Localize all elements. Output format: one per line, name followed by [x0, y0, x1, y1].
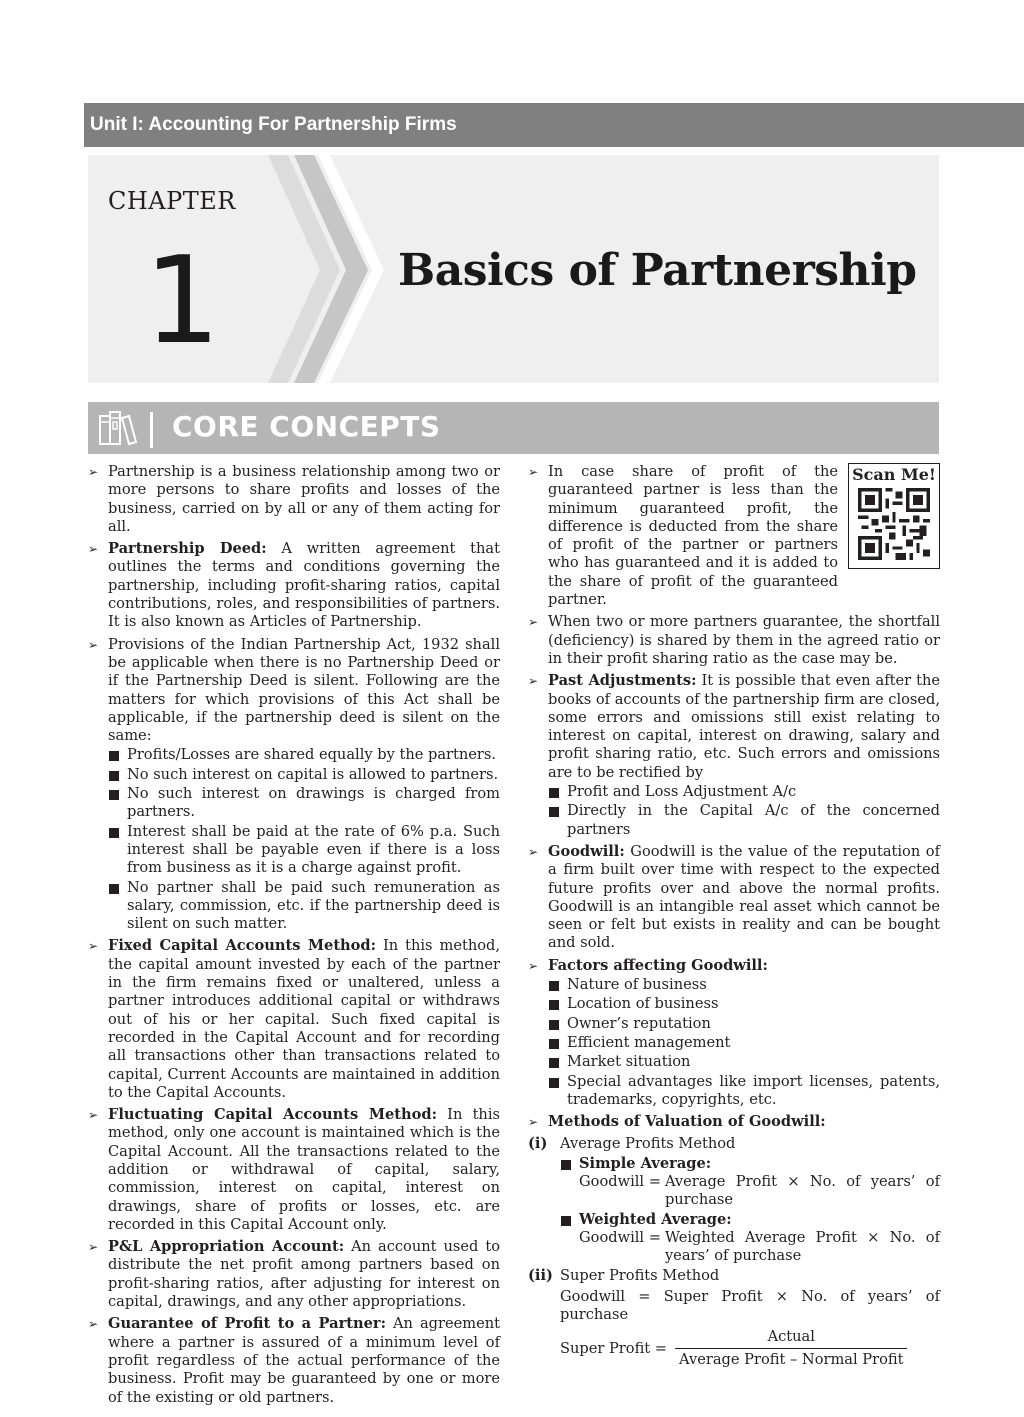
header-divider — [150, 412, 153, 448]
sub-item — [548, 1073, 940, 1110]
fraction — [675, 1328, 907, 1369]
sub-item-text: No partner shall be paid such remuneration as salary, commission, etc. if the partnership deed is silent on such matter. — [127, 878, 500, 933]
sub-item — [548, 995, 940, 1013]
arrow-bullet-icon: ➢ — [528, 844, 539, 859]
formula-lhs: Goodwill = — [579, 1228, 661, 1246]
square-bullet-icon — [561, 1216, 571, 1226]
arrow-bullet-icon: ➢ — [88, 465, 99, 479]
sub-item-text: Nature of business — [567, 976, 707, 994]
formula-rhs: Weighted Average Profit × No. of years’ of purchase — [664, 1228, 940, 1265]
sub-item-text: No such interest on capital is allowed to partners. — [127, 765, 499, 783]
item-term: Fixed Capital Accounts Method: — [108, 937, 376, 955]
sub-item — [108, 746, 500, 764]
item-term: P&L Appropriation Account: — [108, 1238, 345, 1256]
sub-item — [548, 1015, 940, 1033]
list-item — [88, 1238, 500, 1311]
sub-item-text: Market situation — [567, 1053, 691, 1071]
list-item — [88, 1106, 500, 1234]
arrow-bullet-icon: ➢ — [88, 1108, 99, 1123]
chevron-decoration-icon — [238, 155, 388, 383]
fraction-numerator: Actual — [767, 1328, 815, 1346]
section-title: CORE CONCEPTS — [172, 410, 441, 443]
square-bullet-icon — [549, 981, 559, 991]
super-profit-formula — [560, 1328, 940, 1369]
unit-header: Unit I: Accounting For Partnership Firms — [84, 103, 1024, 147]
sub-item — [560, 1211, 940, 1266]
square-bullet-icon — [109, 771, 119, 781]
item-text: When two or more partners guarantee, the shortfall (deficiency) is shared by them in the agreed ratio or in their profit sharing ratio as the case may be. — [548, 613, 940, 667]
formula-lhs: Goodwill = — [579, 1172, 661, 1190]
item-term: Goodwill: — [548, 842, 625, 860]
formula-rhs: Average Profit × No. of years’ of purchase — [664, 1172, 940, 1209]
list-item — [88, 463, 500, 536]
sub-item — [548, 802, 940, 839]
item-term: Fluctuating Capital Accounts Method: — [108, 1106, 437, 1124]
sub-item-text: No such interest on drawings is charged from partners. — [127, 785, 500, 821]
square-bullet-icon — [549, 788, 559, 798]
sub-item — [548, 783, 940, 801]
right-column — [528, 463, 940, 1369]
sub-item-text: Location of business — [567, 995, 719, 1013]
sub-item — [548, 1053, 940, 1071]
square-bullet-icon — [549, 807, 559, 817]
sub-item-term: Weighted Average: — [579, 1210, 732, 1228]
books-icon — [98, 410, 140, 446]
item-term: Factors affecting Goodwill: — [548, 956, 768, 974]
list-item — [88, 937, 500, 1102]
item-text: A written agreement that outlines the terms and conditions governing the partnership, including profit-sharing ratios, capital contributions, roles, and responsibilities of partners. It is also known as Articles of Partnership. — [108, 540, 500, 631]
list-item — [88, 636, 500, 934]
method-title: Super Profits Method — [560, 1267, 720, 1285]
roman-numeral: (i) — [528, 1135, 548, 1153]
arrow-bullet-icon: ➢ — [528, 674, 539, 689]
list-item — [528, 463, 940, 609]
left-column — [88, 463, 500, 1411]
fraction-denominator: Average Profit – Normal Profit — [675, 1348, 907, 1369]
chapter-banner — [88, 155, 939, 383]
chapter-label: CHAPTER — [108, 187, 236, 215]
list-item — [528, 1113, 940, 1131]
scan-me-qr-box[interactable] — [848, 463, 940, 569]
square-bullet-icon — [109, 790, 119, 800]
method-average-profits — [528, 1135, 940, 1265]
item-text: It is possible that even after the books of accounts of the partnership firm are closed, some errors and omissions still exist relating to interest on capital, interest on drawing, salary and profit sharing ratio, etc. Such errors and omissions are to be rectified by — [548, 672, 941, 781]
formula — [579, 1229, 940, 1266]
square-bullet-icon — [561, 1160, 571, 1170]
sub-item-text: Owner’s reputation — [567, 1014, 711, 1032]
sub-item — [108, 823, 500, 878]
square-bullet-icon — [549, 1020, 559, 1030]
item-text: Goodwill is the value of the reputation of a firm built over time with respect to the expected future profits over and above the normal profits. Goodwill is an intangible real asset which cannot be seen or felt but exists in reality and can be bought and sold. — [548, 842, 940, 952]
list-item — [528, 957, 940, 1109]
arrow-bullet-icon: ➢ — [88, 939, 99, 954]
list-item — [528, 613, 940, 668]
item-text: An account used to distribute the net profit among partners based on profit-sharing ratios, after adjusting for interest on capital, drawings, and any other appropriations. — [108, 1238, 500, 1311]
item-term: Methods of Valuation of Goodwill: — [548, 1113, 826, 1131]
square-bullet-icon — [109, 884, 119, 894]
list-item — [88, 540, 500, 631]
list-item — [528, 672, 940, 839]
arrow-bullet-icon: ➢ — [528, 1115, 539, 1130]
item-term: Past Adjustments: — [548, 672, 697, 690]
square-bullet-icon — [549, 1000, 559, 1010]
sub-item — [108, 785, 500, 822]
sub-item — [548, 1034, 940, 1052]
item-text: In this method, the capital amount invested by each of the partner in the firm remains fixed or unaltered, unless a partner introduces additional capital or withdraws out of his or her capital. Such fixed capital is recorded in the Capital Account and for recording all transactions other than transactions related to capital, Current Accounts are maintained in addition to the Capital Accounts. — [108, 937, 500, 1101]
arrow-bullet-icon: ➢ — [528, 958, 539, 973]
sub-item — [560, 1155, 940, 1210]
arrow-bullet-icon: ➢ — [528, 615, 539, 630]
method-title: Average Profits Method — [560, 1135, 736, 1153]
sub-item-text: Special advantages like import licenses, patents, trademarks, copyrights, etc. — [567, 1072, 940, 1108]
roman-numeral: (ii) — [528, 1267, 553, 1285]
list-item — [528, 843, 940, 953]
sub-item-text: Interest shall be paid at the rate of 6% p.a. Such interest shall be payable even if there is a loss from business as it is a charge against profit. — [127, 822, 500, 877]
arrow-bullet-icon: ➢ — [88, 637, 99, 652]
sub-item-text: Profit and Loss Adjustment A/c — [567, 783, 797, 801]
square-bullet-icon — [109, 751, 119, 761]
square-bullet-icon — [549, 1058, 559, 1068]
sub-item-term: Simple Average: — [579, 1154, 712, 1172]
sub-item — [108, 879, 500, 934]
arrow-bullet-icon: ➢ — [88, 542, 99, 557]
item-term: Guarantee of Profit to a Partner: — [108, 1315, 386, 1333]
arrow-bullet-icon: ➢ — [88, 1240, 99, 1255]
formula: Goodwill = Super Profit × No. of years’ of purchase — [560, 1287, 940, 1324]
qr-label: Scan Me! — [852, 465, 936, 484]
item-text: In this method, only one account is maintained which is the Capital Account. All the transactions related to the addition or withdrawal of capital, salary, commission, interest on capital, interest on drawings, share of profits or losses, etc. are recorded in this Capital Account only. — [108, 1106, 500, 1233]
square-bullet-icon — [549, 1039, 559, 1049]
square-bullet-icon — [109, 828, 119, 838]
item-text: In case share of profit of the guaranteed partner is less than the minimum guaranteed profit, the difference is deducted from the share of profit of the partner or partners who has guaranteed and it is added to the share of profit of the guaranteed partner. — [548, 463, 838, 609]
item-term: Partnership Deed: — [108, 540, 267, 558]
qr-code-icon[interactable] — [858, 488, 930, 560]
item-text: Partnership is a business relationship among two or more persons to share profits and losses of the business, carried on by all or any of them acting for all. — [108, 463, 500, 535]
chapter-number: 1 — [144, 232, 221, 371]
chapter-title: Basics of Partnership — [398, 245, 917, 296]
square-bullet-icon — [549, 1078, 559, 1088]
item-text: An agreement where a partner is assured of a minimum level of profit regardless of the actual performance of the business. Profit may be guaranteed by one or more of the existing or old partners. — [108, 1315, 500, 1406]
sub-item-text: Efficient management — [567, 1033, 731, 1051]
sub-item — [548, 976, 940, 994]
sub-item-text: Profits/Losses are shared equally by the partners. — [127, 746, 497, 764]
sub-item-text: Directly in the Capital A/c of the concerned partners — [567, 802, 940, 838]
item-text: Provisions of the Indian Partnership Act, 1932 shall be applicable when there is no Partnership Deed or if the Partnership Deed is silent. Following are the matters for which provisions of this Act shall be applicable, if the partnership deed is silent on the same: — [108, 635, 500, 745]
list-item — [88, 1315, 500, 1406]
arrow-bullet-icon: ➢ — [528, 465, 539, 479]
arrow-bullet-icon: ➢ — [88, 1317, 99, 1332]
formula-lhs: Super Profit = — [560, 1339, 668, 1357]
core-concepts-header — [88, 402, 939, 454]
method-super-profits — [528, 1267, 940, 1368]
formula — [579, 1173, 940, 1210]
sub-item — [108, 766, 500, 784]
